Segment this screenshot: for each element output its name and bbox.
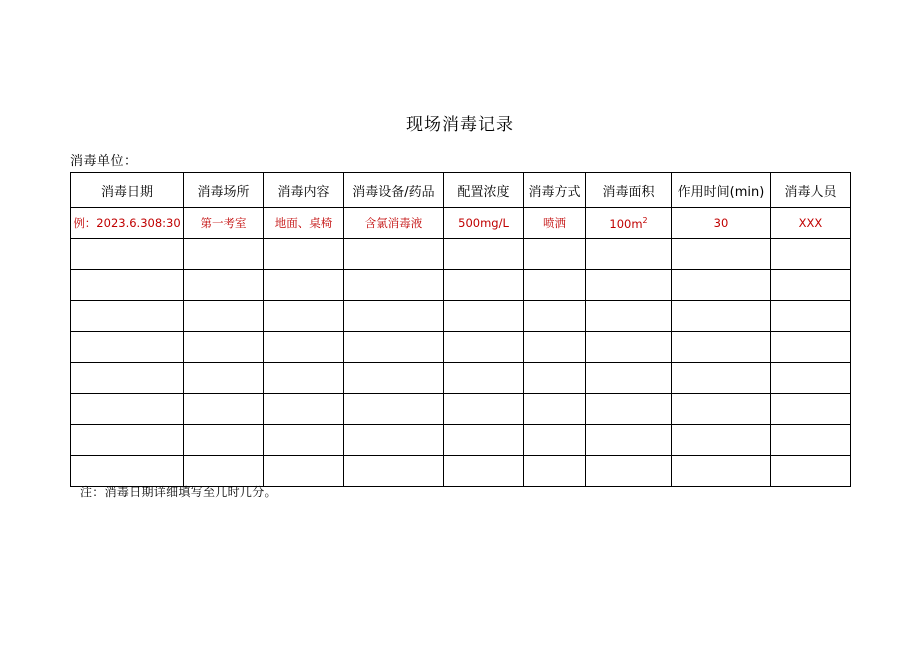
cell-duration[interactable] [672, 363, 771, 394]
table-row-example[interactable] [71, 208, 851, 239]
cell-place[interactable] [184, 363, 264, 394]
cell-concentration[interactable] [444, 239, 524, 270]
cell-area[interactable] [586, 332, 672, 363]
column-header-equipment: 消毒设备/药品 [344, 173, 444, 208]
cell-area[interactable] [586, 456, 672, 487]
cell-duration[interactable] [672, 456, 771, 487]
cell-place[interactable] [184, 239, 264, 270]
cell-concentration[interactable] [444, 270, 524, 301]
cell-person[interactable]: XXX [771, 208, 851, 239]
cell-equipment[interactable] [344, 363, 444, 394]
cell-person[interactable] [771, 332, 851, 363]
cell-duration[interactable] [672, 270, 771, 301]
cell-place[interactable] [184, 394, 264, 425]
cell-equipment[interactable] [344, 239, 444, 270]
cell-equipment[interactable] [344, 332, 444, 363]
cell-date[interactable] [71, 456, 184, 487]
cell-equipment[interactable] [344, 425, 444, 456]
table-row[interactable] [71, 332, 851, 363]
cell-concentration[interactable] [444, 363, 524, 394]
cell-place[interactable] [184, 456, 264, 487]
cell-person[interactable] [771, 394, 851, 425]
cell-place[interactable] [184, 425, 264, 456]
cell-content[interactable] [264, 270, 344, 301]
cell-duration[interactable] [672, 332, 771, 363]
table-row[interactable] [71, 456, 851, 487]
cell-area-superscript: 2 [642, 215, 648, 225]
cell-content[interactable] [264, 301, 344, 332]
table-header-row [71, 173, 851, 208]
column-header-method: 消毒方式 [524, 173, 586, 208]
cell-method[interactable]: 喷洒 [524, 208, 586, 239]
cell-person[interactable] [771, 456, 851, 487]
cell-content[interactable] [264, 456, 344, 487]
cell-method[interactable] [524, 394, 586, 425]
cell-concentration[interactable] [444, 301, 524, 332]
column-header-date: 消毒日期 [71, 173, 184, 208]
column-header-area: 消毒面积 [586, 173, 672, 208]
cell-place[interactable] [184, 301, 264, 332]
disinfection-unit-label: 消毒单位： [70, 154, 138, 169]
cell-content[interactable] [264, 425, 344, 456]
cell-place[interactable]: 第一考室 [184, 208, 264, 239]
cell-concentration[interactable] [444, 332, 524, 363]
cell-content[interactable] [264, 363, 344, 394]
footnote: 注：消毒日期详细填写至几时几分。 [80, 485, 277, 499]
cell-date[interactable] [71, 394, 184, 425]
cell-date[interactable] [71, 363, 184, 394]
cell-date[interactable] [71, 301, 184, 332]
cell-equipment[interactable] [344, 394, 444, 425]
cell-method[interactable] [524, 239, 586, 270]
disinfection-record-table [70, 172, 851, 487]
table-row[interactable] [71, 301, 851, 332]
cell-content[interactable] [264, 332, 344, 363]
cell-equipment[interactable] [344, 301, 444, 332]
cell-equipment[interactable]: 含氯消毒液 [344, 208, 444, 239]
cell-area[interactable] [586, 239, 672, 270]
cell-duration[interactable] [672, 394, 771, 425]
cell-area[interactable] [586, 363, 672, 394]
cell-date[interactable] [71, 425, 184, 456]
cell-concentration[interactable]: 500mg/L [444, 208, 524, 239]
table-row[interactable] [71, 425, 851, 456]
cell-date[interactable] [71, 239, 184, 270]
column-header-content: 消毒内容 [264, 173, 344, 208]
cell-area[interactable] [586, 394, 672, 425]
cell-person[interactable] [771, 425, 851, 456]
cell-method[interactable] [524, 456, 586, 487]
cell-area[interactable] [586, 425, 672, 456]
cell-concentration[interactable] [444, 456, 524, 487]
cell-content[interactable] [264, 394, 344, 425]
cell-concentration[interactable] [444, 394, 524, 425]
cell-method[interactable] [524, 270, 586, 301]
cell-person[interactable] [771, 301, 851, 332]
table-row[interactable] [71, 239, 851, 270]
cell-date[interactable] [71, 270, 184, 301]
cell-area[interactable] [586, 208, 672, 239]
cell-duration[interactable] [672, 239, 771, 270]
cell-concentration[interactable] [444, 425, 524, 456]
cell-date[interactable]: 例：2023.6.308:30 [71, 208, 184, 239]
page-title: 现场消毒记录 [406, 115, 514, 135]
table-row[interactable] [71, 363, 851, 394]
cell-area[interactable] [586, 301, 672, 332]
cell-person[interactable] [771, 239, 851, 270]
table-row[interactable] [71, 394, 851, 425]
cell-content[interactable] [264, 239, 344, 270]
cell-duration[interactable] [672, 301, 771, 332]
column-header-place: 消毒场所 [184, 173, 264, 208]
cell-date[interactable] [71, 332, 184, 363]
cell-place[interactable] [184, 332, 264, 363]
cell-method[interactable] [524, 425, 586, 456]
cell-method[interactable] [524, 363, 586, 394]
cell-place[interactable] [184, 270, 264, 301]
column-header-duration: 作用时间(min) [672, 173, 771, 208]
cell-person[interactable] [771, 363, 851, 394]
cell-method[interactable] [524, 332, 586, 363]
table-row[interactable] [71, 270, 851, 301]
cell-person[interactable] [771, 270, 851, 301]
cell-duration[interactable]: 30 [672, 208, 771, 239]
cell-area[interactable] [586, 270, 672, 301]
cell-equipment[interactable] [344, 270, 444, 301]
column-header-concentration: 配置浓度 [444, 173, 524, 208]
column-header-person: 消毒人员 [771, 173, 851, 208]
cell-area-value: 100m [609, 216, 643, 231]
cell-content[interactable]: 地面、桌椅 [264, 208, 344, 239]
cell-duration[interactable] [672, 425, 771, 456]
cell-method[interactable] [524, 301, 586, 332]
cell-equipment[interactable] [344, 456, 444, 487]
